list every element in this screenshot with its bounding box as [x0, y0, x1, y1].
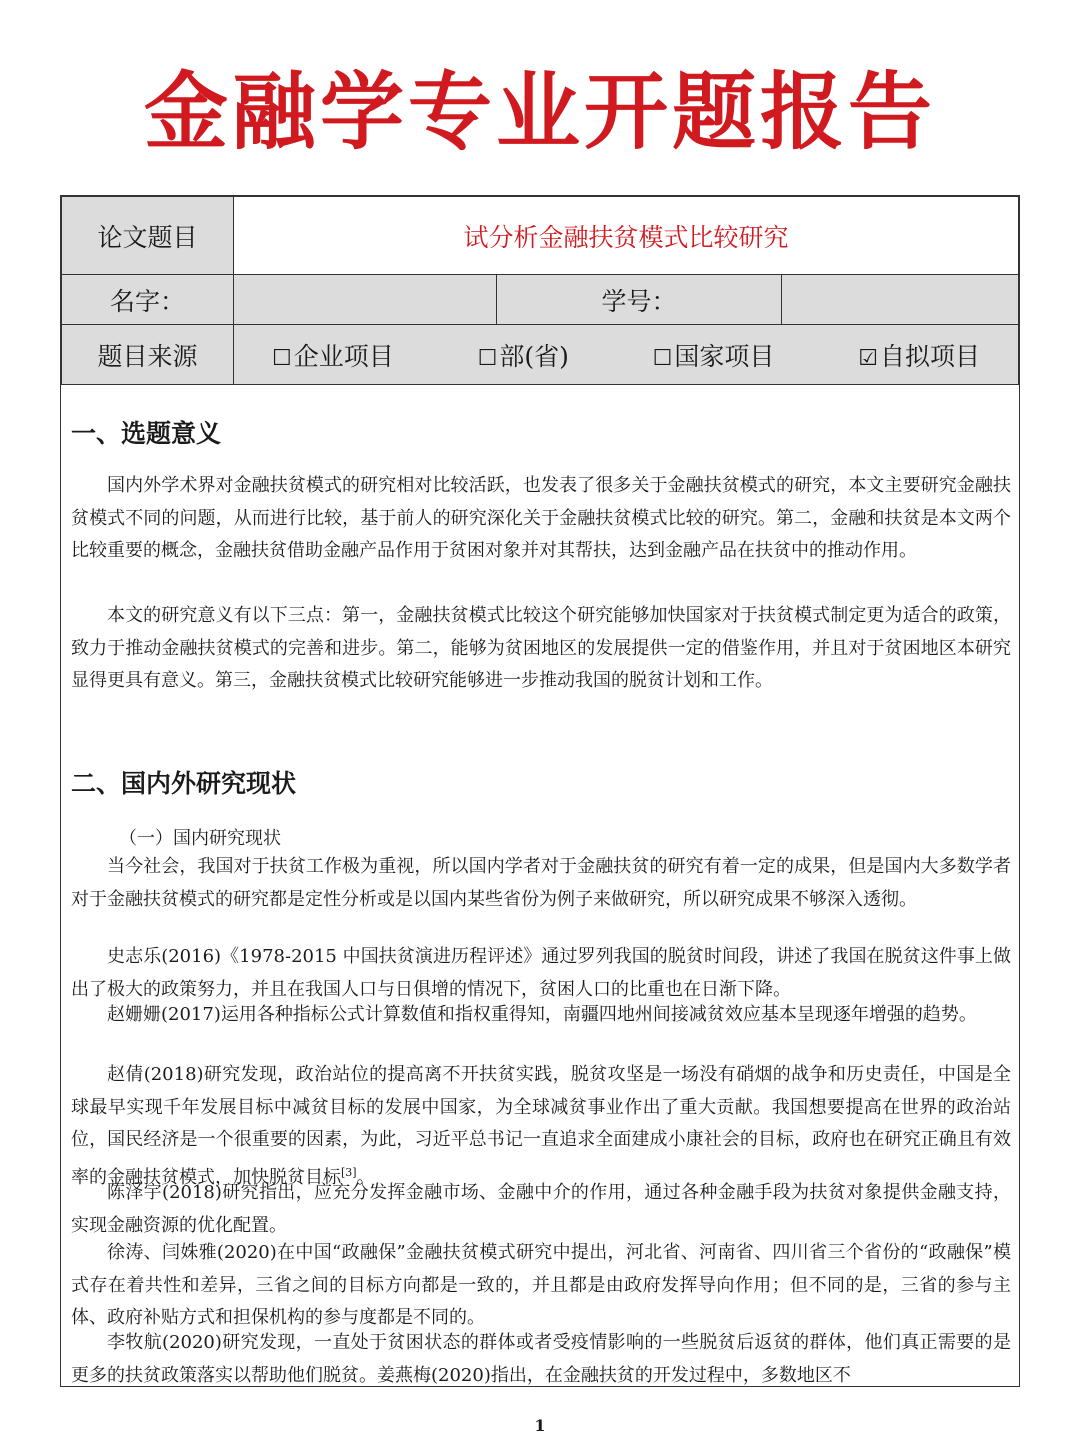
source-option-self[interactable] [858, 337, 980, 373]
id-value[interactable] [782, 275, 1019, 325]
checkbox-empty-icon[interactable]: ☐ [652, 345, 673, 371]
source-option-label: 自拟项目 [879, 341, 980, 371]
page-number: 1 [534, 1416, 546, 1435]
source-option-enterprise[interactable] [272, 337, 394, 373]
source-options [234, 325, 1019, 385]
report-title: 金融学专业开题报告 [143, 63, 936, 161]
source-option-ministry[interactable] [478, 337, 569, 373]
section-2-paragraph-6: 徐涛、闫姝雅(2020)在中国“政融保”金融扶贫模式研究中提出，河北省、河南省、四川省三个省份的“政融保”模式存在着共性和差异，三省之间的目标方向都是一致的，并且都是由政府发挥导向作用；但不同的是，三省的参与主体、政府补贴方式和担保机构的参与度都是不同的。 [71, 1242, 1011, 1328]
checkbox-empty-icon[interactable]: ☐ [477, 345, 498, 371]
name-value[interactable] [234, 275, 497, 325]
topic-label: 论文题目 [62, 197, 234, 275]
section-2-paragraph-1: 当今社会，我国对于扶贫工作极为重视，所以国内学者对于金融扶贫的研究有着一定的成果，但是国内大多数学者对于金融扶贫模式的研究都是定性分析或是以国内某些省份为例子来做研究，所以研究成果不够深入透彻。 [71, 856, 1011, 910]
source-label: 题目来源 [62, 325, 234, 385]
checkbox-checked-icon[interactable]: ☑ [858, 345, 878, 371]
source-option-label: 部(省) [499, 341, 569, 371]
paragraph-end: 。 [356, 1166, 375, 1188]
name-label: 名字： [62, 275, 234, 325]
section-1-title: 一、选题意义 [71, 419, 222, 448]
id-label: 学号： [497, 275, 782, 325]
source-option-national[interactable] [653, 337, 775, 373]
section-1-paragraph-2: 本文的研究意义有以下三点：第一，金融扶贫模式比较这个研究能够加快国家对于扶贫模式制定更为适合的政策，致力于推动金融扶贫模式的完善和进步。第二，能够为贫困地区的发展提供一定的借鉴作用，并且对于贫困地区本研究显得更具有意义。第三，金融扶贫模式比较研究能够进一步推动我国的脱贫计划和工作。 [71, 605, 1011, 691]
section-1-paragraph-1: 国内外学术界对金融扶贫模式的研究相对比较活跃，也发表了很多关于金融扶贫模式的研究，本文主要研究金融扶贫模式不同的问题，从而进行比较，基于前人的研究深化关于金融扶贫模式比较的研究。第二，金融和扶贫是本文两个比较重要的概念，金融扶贫借助金融产品作用于贫困对象并对其帮扶，达到金融产品在扶贫中的推动作用。 [71, 475, 1011, 561]
section-2-paragraph-5: 陈泽宇(2018)研究指出，应充分发挥金融市场、金融中介的作用，通过各种金融手段为扶贫对象提供金融支持，实现金融资源的优化配置。 [71, 1182, 1011, 1236]
section-2-paragraph-7: 李牧航(2020)研究发现，一直处于贫困状态的群体或者受疫情影响的一些脱贫后返贫的群体，他们真正需要的是更多的扶贫政策落实以帮助他们脱贫。姜燕梅(2020)指出，在金融扶贫的开发过程中，多数地区不 [71, 1332, 1011, 1386]
checkbox-empty-icon[interactable]: ☐ [272, 345, 292, 371]
section-2-paragraph-2: 史志乐(2016)《1978-2015 中国扶贫演进历程评述》通过罗列我国的脱贫时间段，讲述了我国在脱贫这件事上做出了极大的政策努力，并且在我国人口与日俱增的情况下，贫困人口的比重也在日渐下降。 [71, 946, 1011, 1000]
section-2-title: 二、国内外研究现状 [71, 769, 297, 798]
info-table [61, 196, 1019, 385]
section-2-subtitle: （一）国内研究现状 [119, 828, 281, 849]
section-2-paragraph-3: 赵姗姗(2017)运用各种指标公式计算数值和指权重得知，南疆四地州间接减贫效应基本呈现逐年增强的趋势。 [107, 1004, 977, 1025]
source-option-label: 国家项目 [674, 341, 775, 371]
paragraph-text: 赵倩(2018)研究发现，政治站位的提高离不开扶贫实践，脱贫攻坚是一场没有硝烟的战争和历史责任，中国是全球最早实现千年发展目标中减贫目标的发展中国家，为全球减贫事业作出了重大贡献。我国想要提高在世界的政治站位，国民经济是一个很重要的因素，为此，习近平总书记一直追求全面建成小康社会的目标，政府也在研究正确且有效率的金融扶贫模式，加快脱贫目标 [71, 1064, 1011, 1188]
topic-value: 试分析金融扶贫模式比较研究 [234, 197, 1019, 275]
section-2-paragraph-4 [71, 1059, 1011, 1194]
source-option-label: 企业项目 [293, 341, 394, 371]
report-frame [60, 195, 1020, 1387]
citation-ref[interactable]: [3] [341, 1165, 357, 1179]
